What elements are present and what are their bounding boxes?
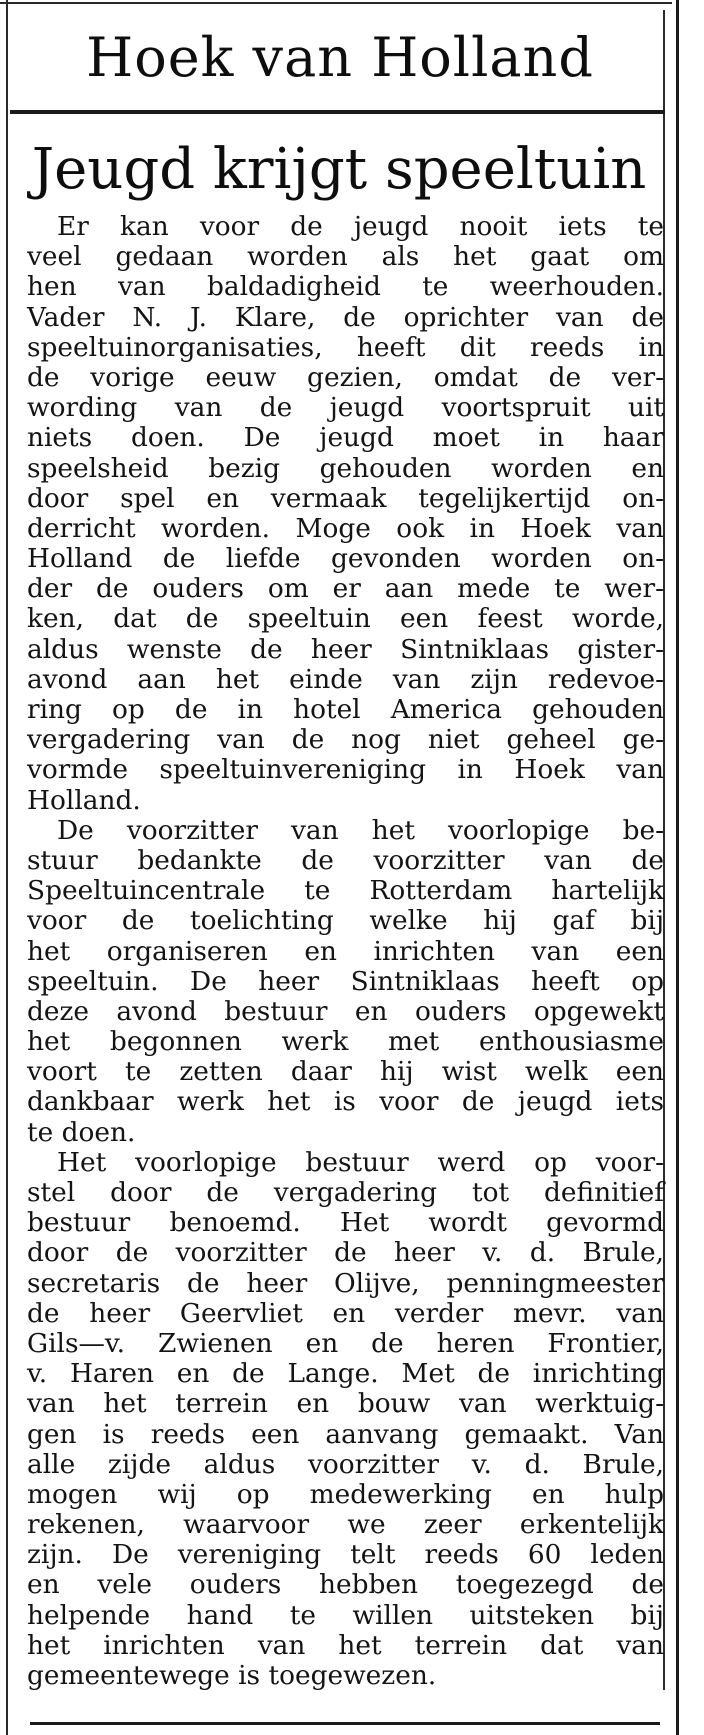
article-line: v. Haren en de Lange. Met de inrichting	[27, 1358, 664, 1390]
article-line: rekenen, waarvoor we zeer erkentelijk	[27, 1509, 664, 1541]
article-line: Gils—v. Zwienen en de heren Frontier,	[27, 1327, 664, 1359]
article-line: gen is reeds een aanvang gemaakt. Van	[27, 1418, 664, 1450]
article-line: veel gedaan worden als het gaat om	[27, 241, 664, 273]
article-line: hen van baldadigheid te weerhouden.	[27, 271, 664, 303]
article-line: helpende hand te willen uitsteken bij	[27, 1599, 664, 1631]
article-line: Vader N. J. Klare, de oprichter van de	[27, 301, 664, 333]
article-paragraph	[27, 212, 664, 816]
article-line: Het voorlopige bestuur werd op voor-	[57, 1146, 664, 1178]
header-rule	[10, 110, 665, 114]
article-line: zijn. De vereniging telt reeds 60 leden	[27, 1539, 664, 1571]
article-line: voor de toelichting welke hij gaf bij	[27, 905, 664, 937]
article-line: het organiseren en inrichten van een	[27, 935, 664, 967]
article-line: het begonnen werk met enthousiasme	[27, 1026, 664, 1058]
article-line: het inrichten van het terrein dat van	[27, 1629, 664, 1661]
article-line: aldus wenste de heer Sintniklaas gister-	[27, 633, 664, 665]
article-line: mogen wij op medewerking en hulp	[27, 1478, 664, 1510]
article-line: stuur bedankte de voorzitter van de	[27, 844, 664, 876]
article-line: speelsheid bezig gehouden worden en	[27, 452, 664, 484]
article-line: dankbaar werk het is voor de jeugd iets	[27, 1086, 664, 1118]
article-line: de vorige eeuw gezien, omdat de ver-	[27, 361, 664, 393]
article-line: ring op de in hotel America gehouden	[27, 694, 664, 725]
article-line: vergadering van de nog niet geheel ge-	[27, 724, 664, 756]
article-line: door de voorzitter de heer v. d. Brule,	[27, 1237, 664, 1269]
article-line: speeltuin. De heer Sintniklaas heeft op	[27, 965, 664, 997]
article-line: de heer Geervliet en verder mevr. van	[27, 1297, 664, 1329]
article-line: Er kan voor de jeugd nooit iets te	[57, 211, 664, 242]
article-line: alle zijde aldus voorzitter v. d. Brule,	[27, 1448, 664, 1480]
article-line: door spel en vermaak tegelijkertijd on-	[27, 482, 664, 514]
article-line: Speeltuincentrale te Rotterdam hartelijk	[27, 875, 664, 907]
article-line: der de ouders om er aan mede te wer-	[27, 573, 664, 605]
article-line: deze avond bestuur en ouders opgewekt	[27, 995, 664, 1027]
column-rule-left	[6, 0, 8, 1735]
article-line: Holland.	[27, 784, 141, 816]
article-line: avond aan het einde van zijn redevoe-	[27, 663, 664, 695]
article-line: van het terrein en bouw van werktuig-	[27, 1388, 664, 1420]
article-body	[27, 212, 664, 1691]
bottom-rule	[30, 1722, 660, 1725]
article-paragraph	[27, 1148, 664, 1691]
article-line: en vele ouders hebben toegezegd de	[27, 1569, 664, 1601]
article-line: secretaris de heer Olijve, penningmeester	[27, 1267, 664, 1299]
section-title: Hoek van Holland	[86, 26, 594, 89]
article-line: derricht worden. Moge ook in Hoek van	[27, 512, 664, 544]
article-line: bestuur benoemd. Het wordt gevormd	[27, 1207, 664, 1239]
article-line: speeltuinorganisaties, heeft dit reeds in	[27, 331, 664, 363]
article-line: vormde speeltuinvereniging in Hoek van	[27, 754, 664, 786]
article-headline: Jeugd krijgt speeltuin	[31, 137, 647, 202]
article-line: Holland de liefde gevonden worden on-	[27, 543, 664, 575]
article-line: voort te zetten daar hij wist welk een	[27, 1056, 664, 1088]
article-line: De voorzitter van het voorlopige be-	[57, 814, 664, 846]
article-line: wording van de jeugd voortspruit uit	[27, 392, 664, 424]
column-rule-outer	[676, 0, 679, 1735]
article-line: ken, dat de speeltuin een feest worde,	[27, 603, 664, 635]
article-line: stel door de vergadering tot definitief	[27, 1177, 664, 1208]
article-line: te doen.	[27, 1116, 136, 1148]
article-line: niets doen. De jeugd moet in haar	[27, 422, 664, 454]
top-rule	[0, 2, 672, 4]
article-line: gemeentewege is toegewezen.	[27, 1660, 437, 1691]
article-paragraph	[27, 816, 664, 1148]
